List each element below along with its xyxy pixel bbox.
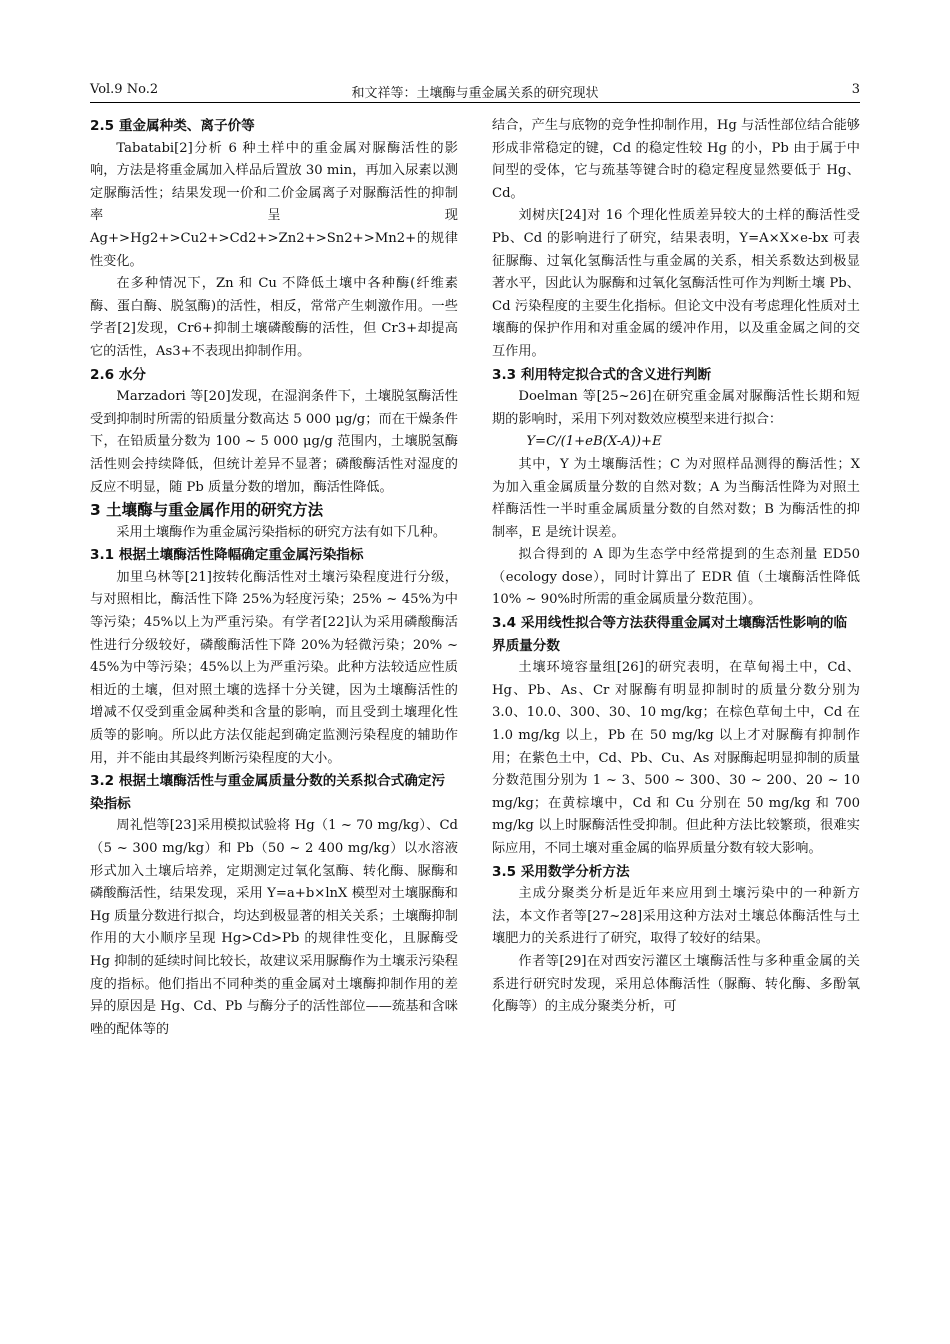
left-column bbox=[90, 115, 458, 1041]
paragraph: 作者等[29]在对西安污灌区土壤酶活性与多种重金属的关系进行研究时发现，采用总体酶活性（脲酶、转化酶、多酚氧化酶等）的主成分聚类分析，可 bbox=[492, 953, 860, 1015]
running-header bbox=[90, 80, 860, 103]
subsection-heading: 3.3 利用特定拟合式的含义进行判断 bbox=[492, 366, 712, 383]
subsection-heading: 3.4 采用线性拟合等方法获得重金属对土壤酶活性影响的临界质量分数 bbox=[492, 615, 848, 654]
subsection-heading: 3.5 采用数学分析方法 bbox=[492, 863, 630, 880]
paragraph: 在多种情况下，Zn 和 Cu 不降低土壤中各种酶(纤维素酶、蛋白酶、脱氢酶)的活性，相反，常常产生刺激作用。一些学者[2]发现，Cr6+抑制土壤磷酸酶的活性，但 Cr3+却提高它的活性，As3+不表现出抑制作用。 bbox=[90, 276, 458, 359]
paragraph: 拟合得到的 A 即为生态学中经常提到的生态剂量 ED50（ecology dose），同时计算出了 EDR 值（土壤酶活性降低 10% ~ 90%时所需的重金属质量分数范围）。 bbox=[492, 547, 860, 608]
paragraph: 主成分聚类分析是近年来应用到土壤污染中的一种新方法，本文作者等[27~28]采用这种方法对土壤总体酶活性与土壤肥力的关系进行了研究，取得了较好的结果。 bbox=[492, 886, 860, 947]
page-number: 3 bbox=[851, 82, 860, 97]
journal-volume: Vol.9 No.2 bbox=[90, 82, 159, 97]
subsection-heading: 2.6 水分 bbox=[90, 366, 147, 383]
paragraph: 土壤环境容量组[26]的研究表明，在草甸褐土中，Cd、Hg、Pb、As、Cr 对脲酶有明显抑制时的质量分数分别为 3.0、10.0、300、30、10 mg/kg；在棕色草甸土中，Cd 在 1.0 mg/kg 以上，Pb 在 50 mg/kg 以上才对脲酶有抑制作用；在紫色土中，Cd、Pb、Cu、As 对脲酶起明显抑制的质量分数范围分别为 1 ~ 3、500 ~ 300、30 ~ 200、20 ~ 10 mg/kg；在黄棕壤中，Cd 和 Cu 分别在 50 mg/kg 和 700 mg/kg 以上时脲酶活性受抑制。但此种方法比较繁琐，很难实际应用，不同土壤对重金属的临界质量分数有较大影响。 bbox=[492, 660, 860, 856]
subsection-heading: 3.2 根据土壤酶活性与重金属质量分数的关系拟合式确定污染指标 bbox=[90, 773, 446, 812]
paragraph: 加里乌林等[21]按转化酶活性对土壤污染程度进行分级，与对照相比，酶活性下降 25%为轻度污染；25% ~ 45%为中等污染；45%以上为严重污染。有学者[22]认为采用磷酸酶活性进行分级较好，磷酸酶活性下降 20%为轻微污染；20% ~ 45%为中等污染；45%以上为严重污染。此种方法较适应性质相近的土壤，但对照土壤的选择十分关键，因为土壤酶活性的增减不仅受到重金属种类和含量的影响，而且受到土壤理化性质等的影响。所以此方法仅能起到确定监测污染程度的辅助作用，并不能由其最终判断污染程度的大小。 bbox=[90, 569, 458, 766]
running-title: 和文祥等：土壤酶与重金属关系的研究现状 bbox=[351, 86, 599, 101]
paragraph: 刘树庆[24]对 16 个理化性质差异较大的土样的酶活性受 Pb、Cd 的影响进行了研究，结果表明，Y=A×X×e-bx 可表征脲酶、过氧化氢酶活性与重金属的关系，相关系数达到极显著水平，因此认为脲酶和过氧化氢酶活性可作为判断土壤 Pb、Cd 污染程度的主要生化指标。但论文中没有考虑理化性质对土壤酶的保护作用和对重金属的缓冲作用，以及重金属之间的交互作用。 bbox=[492, 208, 860, 359]
paragraph: Marzadori 等[20]发现，在湿润条件下，土壤脱氢酶活性受到抑制时所需的铅质量分数高达 5 000 μg/g；而在干燥条件下，在铅质量分数为 100 ~ 5 000 μg/g 范围内，土壤脱氢酶活性则会持续降低，但统计差异不显著；磷酸酶活性对湿度的反应不明显，随 Pb 质量分数的增加，酶活性降低。 bbox=[90, 389, 458, 495]
paragraph: 其中，Y 为土壤酶活性；C 为对照样品测得的酶活性；X 为加入重金属质量分数的自然对数；A 为当酶活性降为对照土样酶活性一半时重金属质量分数的自然对数；B 为酶活性的抑制率，E 是统计误差。 bbox=[492, 456, 860, 540]
paragraph: 采用土壤酶作为重金属污染指标的研究方法有如下几种。 bbox=[116, 524, 447, 540]
section-heading: 3 土壤酶与重金属作用的研究方法 bbox=[90, 501, 324, 520]
paragraph: Tabatabi[2]分析 6 种土样中的重金属对脲酶活性的影响，方法是将重金属加入样品后置放 30 min，再加入尿素以测定脲酶活性；结果发现一价和二价金属离子对脲酶活性的抑制率呈现 Ag+>Hg2+>Cu2+>Cd2+>Zn2+>Sn2+>Mn2+的规律性变化。 bbox=[90, 140, 458, 269]
subsection-heading: 2.5 重金属种类、离子价等 bbox=[90, 118, 255, 134]
formula: Y=C/(1+eB(X-A))+E bbox=[526, 434, 662, 450]
right-column bbox=[492, 115, 860, 1019]
paragraph: Doelman 等[25~26]在研究重金属对脲酶活性长期和短期的影响时，采用下列对数效应模型来进行拟合： bbox=[492, 389, 860, 427]
paragraph: 结合，产生与底物的竞争性抑制作用，Hg 与活性部位结合能够形成非常稳定的键，Cd 的稳定性较 Hg 的小，Pb 由于属于中间型的受体，它与巯基等键合时的稳定程度显然要低于 Hg、Cd。 bbox=[492, 118, 860, 201]
subsection-heading: 3.1 根据土壤酶活性降幅确定重金属污染指标 bbox=[90, 547, 364, 564]
paragraph: 周礼恺等[23]采用模拟试验将 Hg（1 ~ 70 mg/kg）、Cd（5 ~ 300 mg/kg）和 Pb（50 ~ 2 400 mg/kg）以水溶液形式加入土壤后培养，定期测定过氧化氢酶、转化酶、脲酶和磷酸酶活性，结果发现，采用 Y=a+b×lnX 模型对土壤脲酶和 Hg 质量分数进行拟合，均达到极显著的相关关系；土壤酶抑制作用的大小顺序呈现 Hg>Cd>Pb 的规律性变化，且脲酶受 Hg 抑制的延续时间比较长，故建议采用脲酶作为土壤汞污染程度的指标。他们指出不同种类的重金属对土壤酶抑制作用的差异的原因是 Hg、Cd、Pb 与酶分子的活性部位——巯基和含咪唑的配体等的 bbox=[90, 818, 458, 1037]
